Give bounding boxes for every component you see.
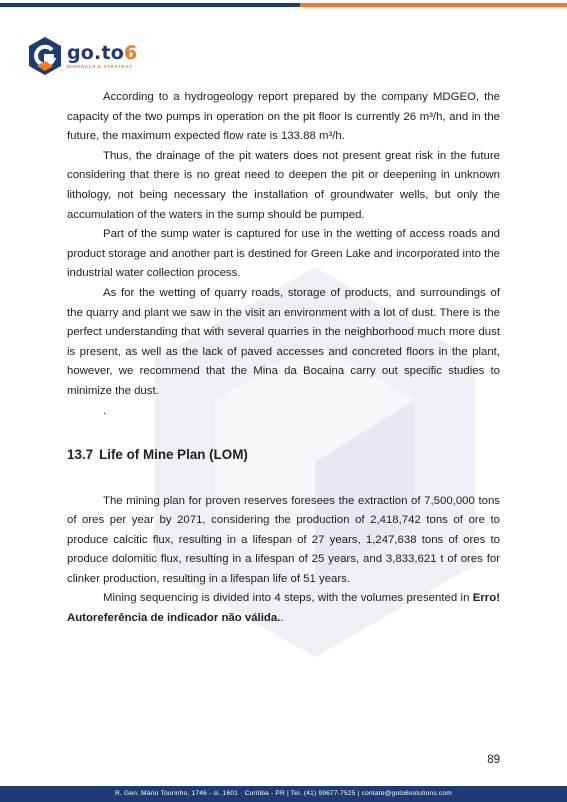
hexagon-g-logo-icon xyxy=(27,36,63,76)
page-number: 89 xyxy=(487,754,500,766)
footer-contact-bar: R. Gen. Mário Tourinho, 1746 - sl. 1601 · Curitiba - PR | Tel. (41) 99677-7525 | contato@goto6solutions.com xyxy=(0,786,567,802)
sequencing-end: . xyxy=(280,612,284,625)
paragraph-mining-plan: The mining plan for proven reserves foresees the extraction of 7,500,000 tons of ores per year by 2071, considering the production of 2,418,742 tons of ore to produce calcitic flux, resulting in a lifespan of 27 years, 1,247,638 tons of ores to produce dolomitic flux, resulting in a lifespan of 25 years, and 3,833,621 t of ores for clinker production, resulting in a lifespan life of 51 years. xyxy=(67,494,500,585)
logo-word-part2: 6 xyxy=(124,42,138,64)
logo-wordmark xyxy=(67,43,137,63)
stray-dot: . xyxy=(103,404,107,417)
top-bar-orange xyxy=(300,3,567,7)
paragraph-sump-water: Part of the sump water is captured for use in the wetting of access roads and product storage and another part is destined for Green Lake and incorporated into the industrial water collection process. xyxy=(67,228,500,280)
section-heading xyxy=(67,446,500,464)
paragraph-drainage: Thus, the drainage of the pit waters does not present great risk in the future considering that there is no great need to deepen the pit or deepening in unknown lithology, not being necessary the installation of groundwater wells, but only the accumulation of the waters in the sump should be pumped. xyxy=(67,149,500,221)
section-title: Life of Mine Plan (LOM) xyxy=(99,446,248,462)
sequencing-text: Mining sequencing is divided into 4 steps, with the volumes presented in xyxy=(103,592,473,605)
top-color-bar xyxy=(0,0,567,12)
logo-text xyxy=(67,43,137,69)
paragraph-hydrogeology: According to a hydrogeology report prepared by the company MDGEO, the capacity of the two pumps in operation on the pit floor is currently 26 m³/h, and in the future, the maximum expected flow rate is 133.88 m³/h. xyxy=(67,91,500,143)
logo-word-part1: go.to xyxy=(67,42,125,64)
section-number: 13.7 xyxy=(67,446,94,462)
top-bar-blue xyxy=(0,3,300,7)
broken-reference[interactable]: Erro! Autoreferência de indicador não válida. xyxy=(67,592,500,625)
document-body xyxy=(67,88,500,629)
company-logo xyxy=(27,36,137,76)
paragraph-dust: As for the wetting of quarry roads, storage of products, and surroundings of the quarry and plant we saw in the visit an environment with a lot of dust. There is the perfect understanding that with several quarries in the neighborhood much more dust is present, as well as the lack of paved accesses and concreted floors in the plant, however, we recommend that the Mina da Bocaina carry out specific studies to minimize the dust. xyxy=(67,286,500,397)
logo-tagline: MINERALS & STRATEGY xyxy=(67,64,133,69)
paragraph-sequencing xyxy=(67,589,500,628)
